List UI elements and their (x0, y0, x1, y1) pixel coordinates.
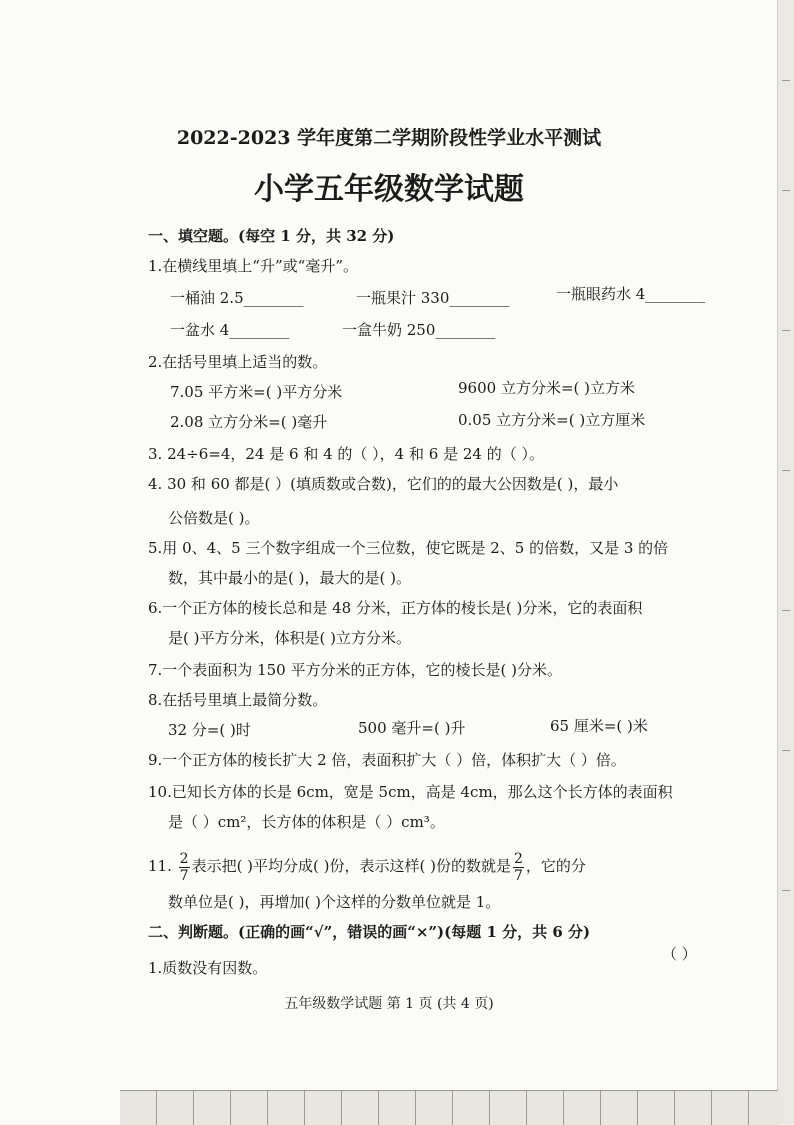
question-1: 1.在横线里填上“升”或“毫升”。 (148, 257, 358, 275)
question-10-line-2: 是（ ）cm²，长方体的体积是（ ）cm³。 (168, 813, 445, 831)
question-5-line-1: 5.用 0、4、5 三个数字组成一个三位数，使它既是 2、5 的倍数，又是 3 的倍 (148, 539, 669, 557)
question-10-line-1: 10.已知长方体的长是 6cm，宽是 5cm，高是 4cm，那么这个长方体的表面积 (148, 783, 673, 801)
exam-header-title: 2022-2023 学年度第二学期阶段性学业水平测试 (176, 127, 602, 149)
judge-question-1: 1.质数没有因数。 (148, 959, 268, 977)
edge-mark (782, 890, 790, 891)
judge-answer-box: （ ） (662, 945, 697, 963)
question-8b: 500 毫升=( )升 (358, 719, 466, 737)
page-footer: 五年级数学试题 第 1 页 (共 4 页) (284, 996, 494, 1012)
question-11-text: 表示把( )平均分成( )份，表示这样( )份的数就是 (191, 857, 511, 875)
question-1a: 一桶油 2.5________ (170, 289, 304, 307)
question-11-number: 11. (148, 857, 172, 875)
fraction-two-sevenths (513, 851, 524, 884)
question-2d: 0.05 立方分米=( )立方厘米 (458, 411, 646, 429)
question-1c: 一瓶眼药水 4________ (556, 285, 706, 303)
question-1d: 一盆水 4________ (170, 321, 290, 339)
question-11-text-end: ，它的分 (525, 857, 586, 875)
adjacent-page-edge (777, 0, 794, 1124)
edge-mark (782, 470, 790, 471)
section-1-title: 一、填空题。(每空 1 分，共 32 分) (148, 227, 395, 245)
question-2a: 7.05 平方米=( )平方分米 (170, 383, 343, 401)
edge-mark (782, 190, 790, 191)
question-1b: 一瓶果汁 330________ (356, 289, 510, 307)
question-8a: 32 分=( )时 (168, 721, 251, 739)
question-2: 2.在括号里填上适当的数。 (148, 353, 328, 371)
question-2b: 9600 立方分米=( )立方米 (458, 379, 635, 397)
question-11-line-2: 数单位是( )，再增加( )个这样的分数单位就是 1。 (168, 893, 501, 911)
fraction-denominator: 7 (179, 867, 189, 884)
question-8c: 65 厘米=( )米 (550, 717, 648, 735)
section-2-title: 二、判断题。(正确的画“√”，错误的画“×”)(每题 1 分，共 6 分) (148, 923, 591, 941)
underlying-grid-paper (120, 1090, 778, 1125)
exam-subject-title: 小学五年级数学试题 (254, 172, 524, 207)
question-4-line-2: 公倍数是( )。 (168, 509, 260, 527)
question-1e: 一盒牛奶 250________ (342, 321, 496, 339)
question-7: 7.一个表面积为 150 平方分米的正方体，它的棱长是( )分米。 (148, 661, 562, 679)
fraction-two-sevenths (179, 851, 190, 884)
question-3: 3. 24÷6=4，24 是 6 和 4 的（ ），4 和 6 是 24 的（ ）。 (148, 445, 544, 463)
question-9: 9.一个正方体的棱长扩大 2 倍，表面积扩大（ ）倍，体积扩大（ ）倍。 (148, 751, 626, 769)
question-5-line-2: 数，其中最小的是( )，最大的是( )。 (168, 569, 411, 587)
question-6-line-2: 是( )平方分米，体积是( )立方分米。 (168, 629, 411, 647)
question-11-line-1 (148, 848, 586, 884)
edge-mark (782, 750, 790, 751)
question-6-line-1: 6.一个正方体的棱长总和是 48 分米，正方体的棱长是( )分米，它的表面积 (148, 599, 643, 617)
question-8: 8.在括号里填上最简分数。 (148, 691, 328, 709)
question-2c: 2.08 立方分米=( )毫升 (170, 413, 328, 431)
fraction-numerator: 2 (179, 850, 189, 867)
edge-mark (782, 80, 790, 81)
edge-mark (782, 330, 790, 331)
fraction-numerator: 2 (513, 850, 523, 867)
fraction-denominator: 7 (513, 867, 523, 884)
question-4-line-1: 4. 30 和 60 都是( ）(填质数或合数)，它们的的最大公因数是( )，最小 (148, 475, 619, 493)
edge-mark (782, 610, 790, 611)
